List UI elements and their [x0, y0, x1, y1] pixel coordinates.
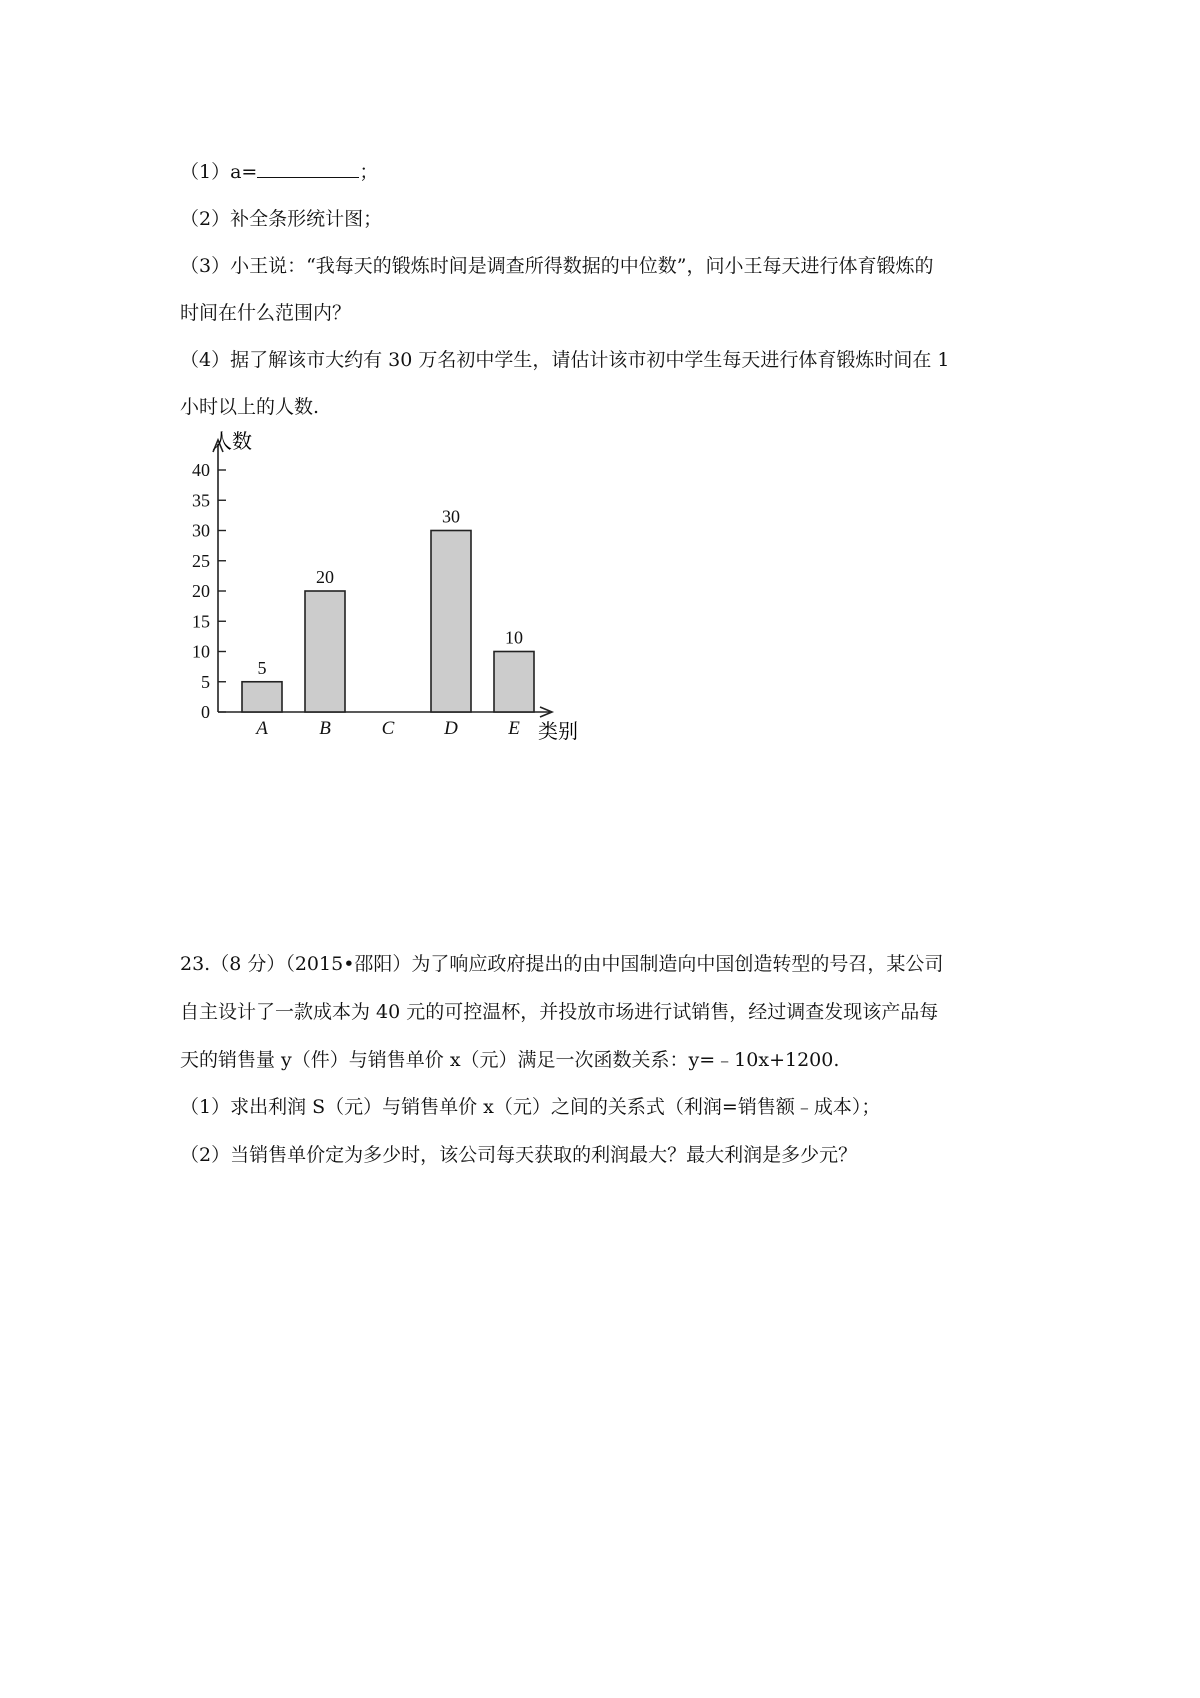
chart-bars [242, 531, 534, 713]
bar-value-label: 20 [316, 567, 334, 587]
y-tick-label: 10 [192, 641, 210, 662]
y-tick-label: 5 [201, 671, 210, 692]
x-axis-label: 类别 [538, 721, 578, 740]
y-tick-label: 20 [192, 581, 210, 601]
y-tick-label: 30 [192, 520, 210, 541]
q22-part1-suffix: ； [359, 161, 379, 183]
y-tick-label: 0 [201, 702, 210, 722]
q22-part4-line1: （4）据了解该市大约有 30 万名初中学生，请估计该市初中学生每天进行体育锻炼时间在 1 [180, 349, 950, 371]
q23-line1: 23.（8 分）（2015•邵阳）为了响应政府提出的由中国制造向中国创造转型的号召，某公司 [180, 953, 944, 975]
bar-a [242, 682, 282, 712]
bar-value-label: 10 [505, 627, 523, 648]
q22-part4-line2: 小时以上的人数. [180, 396, 320, 418]
category-label: B [319, 718, 331, 739]
y-tick-label: 35 [192, 490, 210, 511]
category-label: C [381, 718, 395, 739]
y-axis-label: 人数 [212, 431, 252, 453]
q22-part1-prefix: （1）a= [180, 161, 258, 183]
chart-labels [254, 507, 523, 740]
bar-value-label: 30 [442, 506, 460, 527]
bar-value-label: 5 [257, 657, 267, 678]
category-label: E [508, 718, 520, 739]
q22-part2: （2）补全条形统计图； [180, 208, 383, 230]
y-tick-label: 40 [192, 460, 210, 480]
bar-chart [170, 430, 590, 744]
q23-part2: （2）当销售单价定为多少时，该公司每天获取的利润最大？最大利润是多少元？ [180, 1144, 858, 1166]
category-label: A [256, 718, 268, 739]
q22-part3-line2: 时间在什么范围内？ [180, 302, 352, 324]
q22-part1 [180, 158, 378, 186]
y-tick-label: 15 [192, 611, 210, 632]
bar-b [305, 591, 345, 712]
q23-line2: 自主设计了一款成本为 40 元的可控温杯，并投放市场进行试销售，经过调查发现该产品每 [180, 1001, 939, 1023]
bar-chart-svg [170, 430, 590, 740]
answer-blank [257, 159, 359, 178]
category-label: D [444, 718, 458, 739]
bar-e [494, 652, 534, 713]
y-tick-label: 25 [192, 550, 210, 571]
q22-part3-line1: （3）小王说：“我每天的锻炼时间是调查所得数据的中位数”，问小王每天进行体育锻炼的 [180, 255, 934, 277]
bar-d [431, 531, 471, 713]
q23-line3: 天的销售量 y（件）与销售单价 x（元）满足一次函数关系：y=﹣10x+1200. [180, 1049, 840, 1071]
q23-part1: （1）求出利润 S（元）与销售单价 x（元）之间的关系式（利润=销售额﹣成本）； [180, 1096, 881, 1118]
